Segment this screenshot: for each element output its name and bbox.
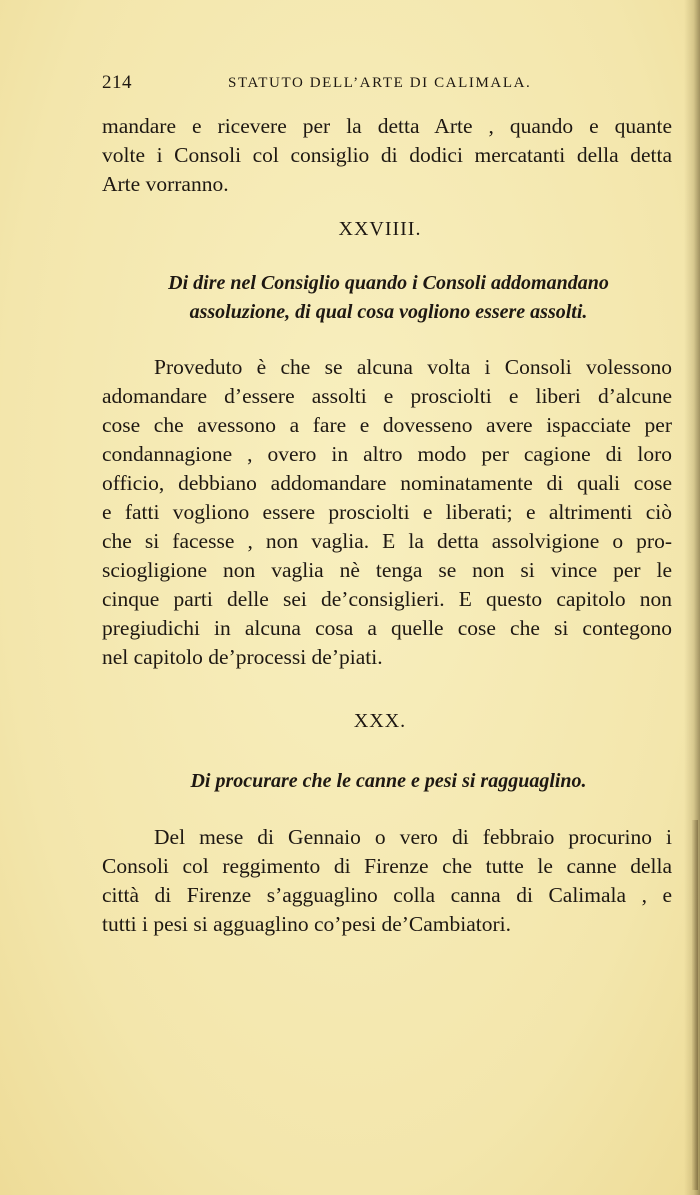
text-line: sciogligione non vaglia nè tenga se non si vince per le	[102, 558, 672, 582]
text-line: Consoli col reggimento di Firenze che tutte le canne della	[102, 854, 672, 878]
text-line: cinque parti delle sei de’consiglieri. E questo capitolo non	[102, 587, 672, 611]
text-line: città di Firenze s’agguaglino colla canna di Calimala , e	[102, 883, 672, 907]
text-line: Del mese di Gennaio o vero di febbraio procurino i	[154, 825, 672, 849]
text-line: officio, debbiano addomandare nominatamente di quali cose	[102, 471, 672, 495]
text-line: volte i Consoli col consiglio di dodici mercatanti della detta	[102, 143, 672, 167]
text-line: pregiudichi in alcuna cosa a quelle cose che si contegono	[102, 616, 672, 640]
chapter-rubric: assoluzione, di qual cosa vogliono essere assolti.	[189, 301, 588, 323]
chapter-number: XXX.	[353, 710, 407, 732]
text-line: che si facesse , non vaglia. E la detta assolvigione o pro-	[102, 529, 672, 553]
chapter-rubric: Di dire nel Consiglio quando i Consoli addomandano	[168, 272, 609, 294]
text-line: condannagione , overo in altro modo per cagione di loro	[102, 442, 672, 466]
page-header	[102, 72, 572, 100]
text-line: nel capitolo de’processi de’piati.	[102, 645, 383, 669]
running-title: STATUTO DELL’ARTE DI CALIMALA.	[228, 75, 532, 91]
text-line: adomandare d’essere assolti e prosciolti e liberi d’alcune	[102, 384, 672, 408]
text-line: mandare e ricevere per la detta Arte , quando e quante	[102, 114, 672, 138]
chapter-number: XXVIIII.	[338, 218, 422, 240]
chapter-rubric: Di procurare che le canne e pesi si ragguaglino.	[190, 770, 587, 792]
page-edge-shadow	[692, 820, 698, 1190]
text-line: Proveduto è che se alcuna volta i Consoli volessono	[154, 355, 672, 379]
text-line: e fatti vogliono essere prosciolti e liberati; e altrimenti ciò	[102, 500, 672, 524]
text-line: tutti i pesi si agguaglino co’pesi de’Cambiatori.	[102, 912, 512, 936]
text-line: Arte vorranno.	[102, 172, 229, 196]
text-line: cose che avessono a fare e dovesseno avere ispacciate per	[102, 413, 672, 437]
page-number: 214	[102, 72, 132, 93]
